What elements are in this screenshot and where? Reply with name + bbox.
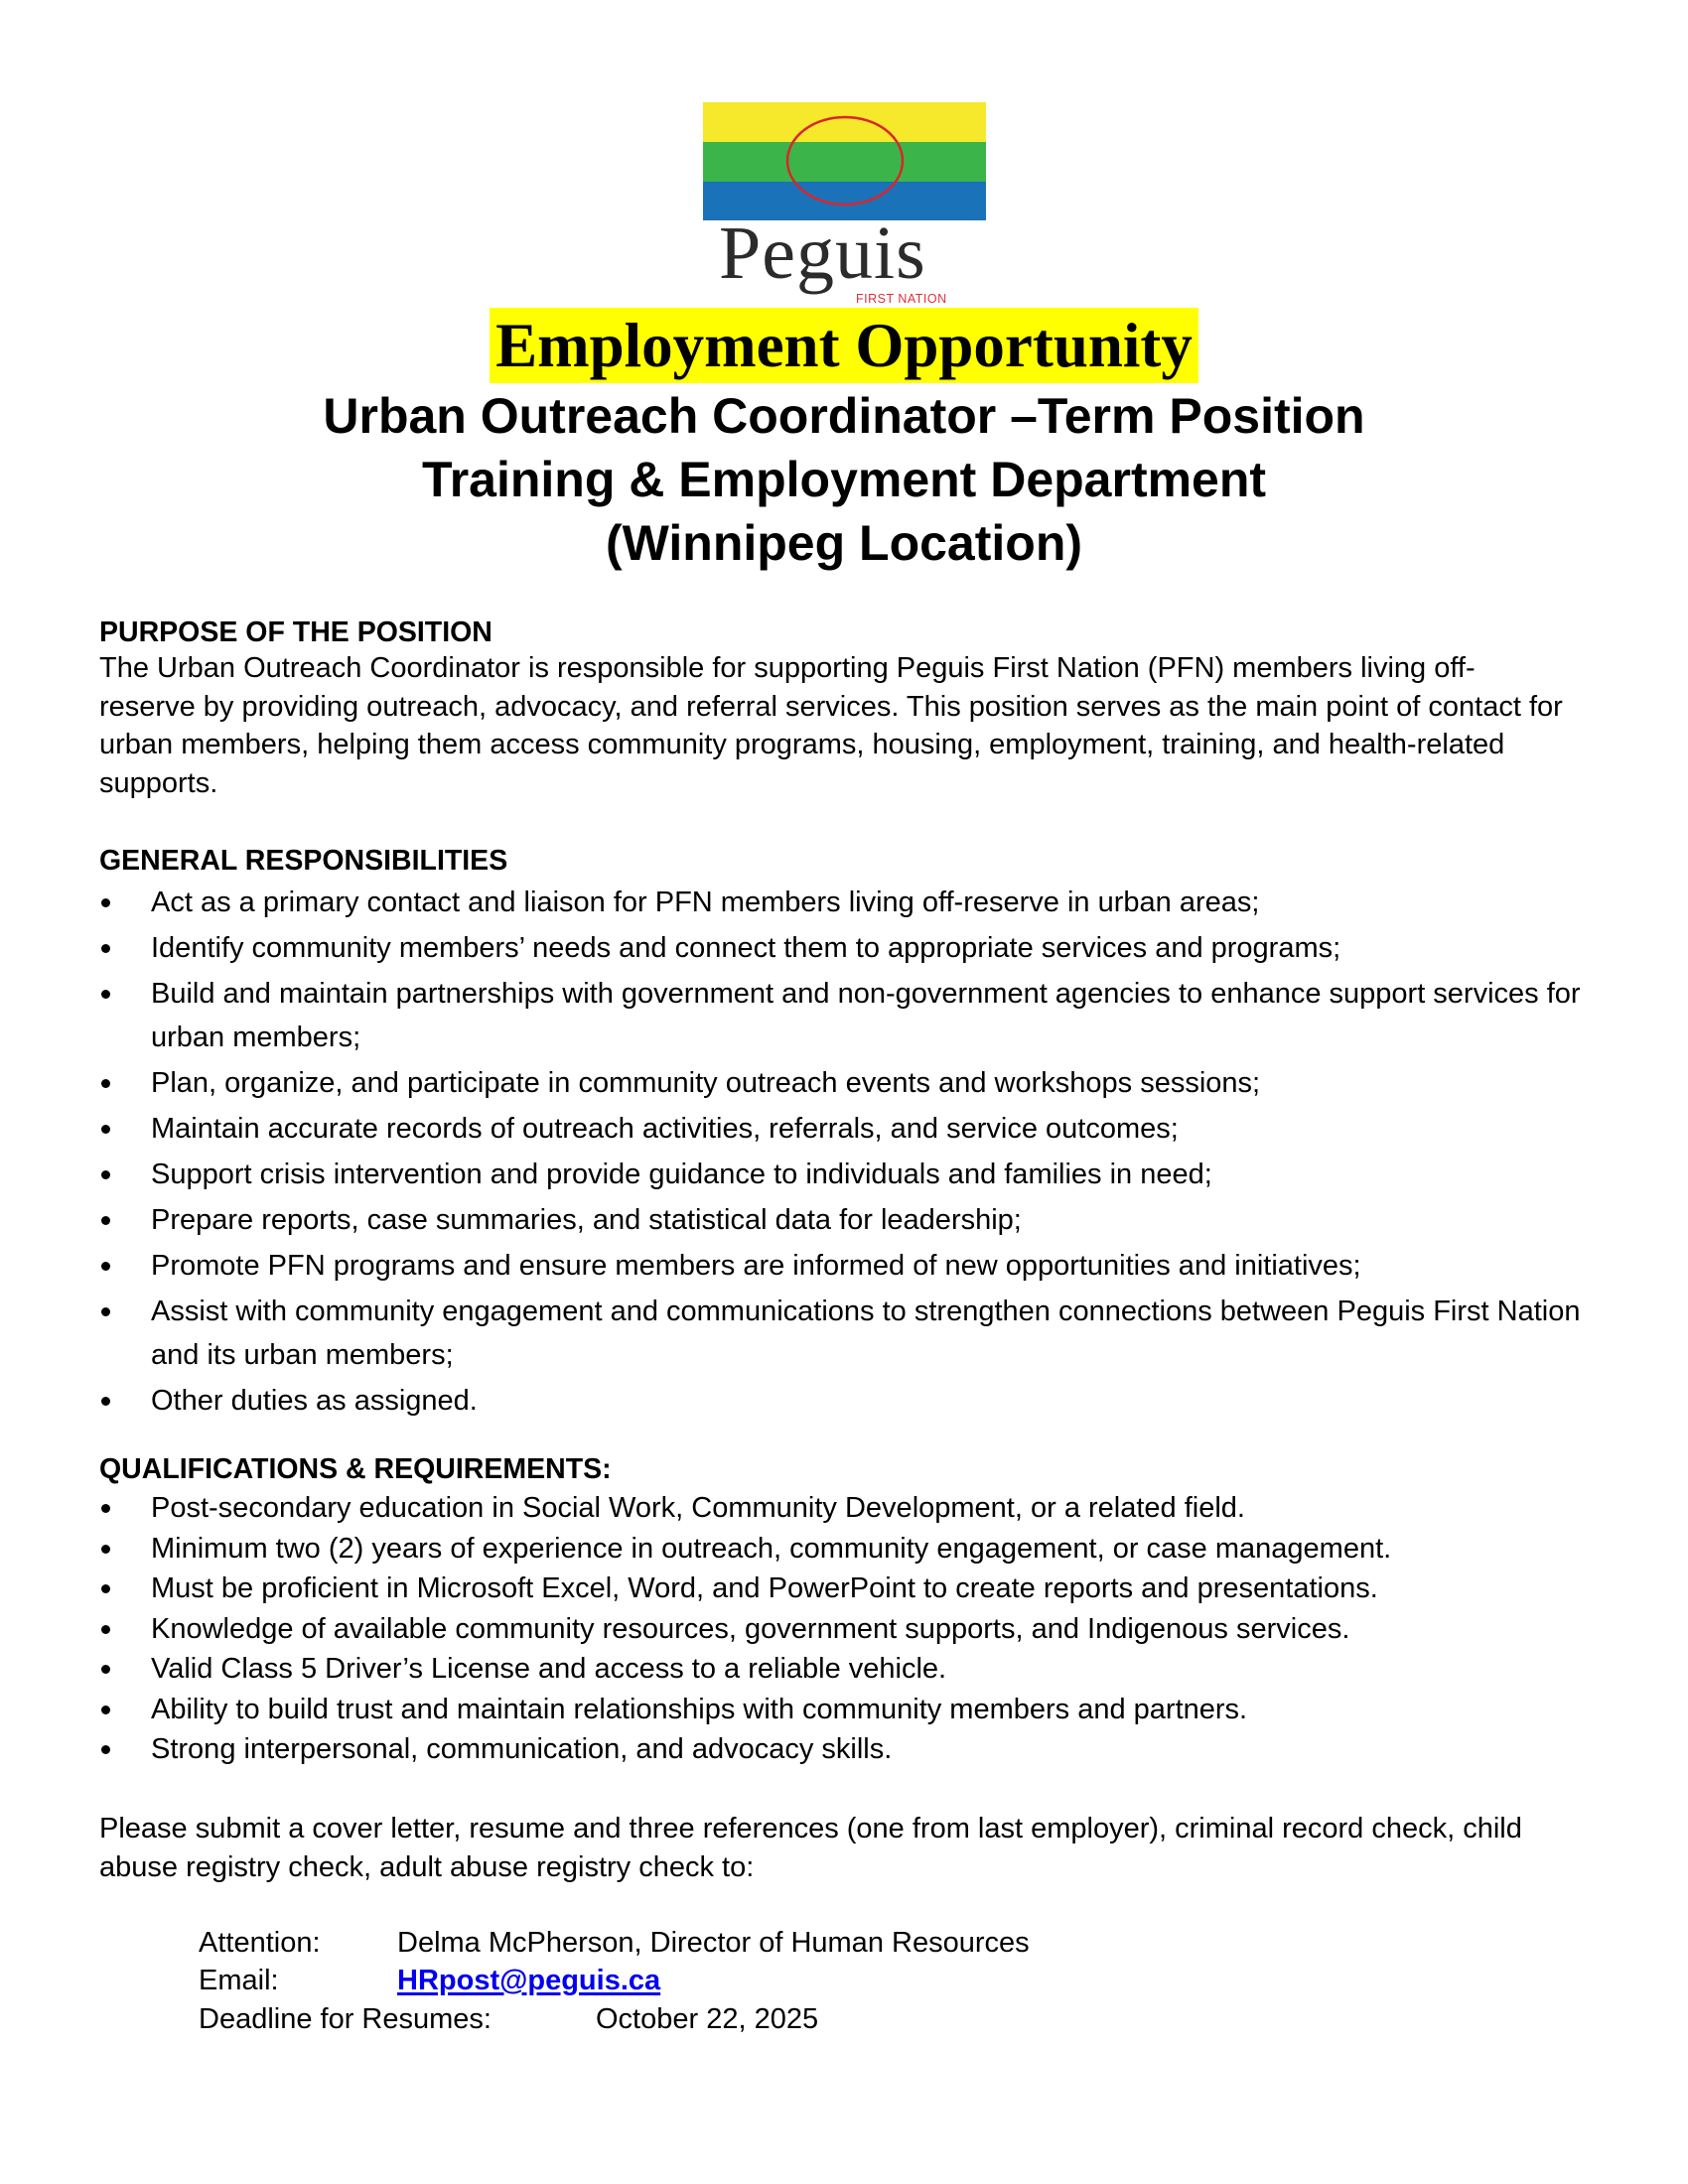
purpose-body: The Urban Outreach Coordinator is responsible for supporting Peguis First Nation (PFN) members living off-reserve by providing outreach, advocacy, and referral services. This position serves as the main point of contact for urban members, helping them access community programs, housing, employment, training, and health-related supports. — [99, 652, 1563, 799]
flag-stripe-yellow — [703, 102, 986, 142]
bullet-icon — [101, 1504, 110, 1513]
list-item — [99, 1690, 1609, 1730]
list-item — [99, 1569, 1609, 1609]
bullet-icon — [101, 944, 110, 953]
list-item-text: Promote PFN programs and ensure members are informed of new opportunities and initiatives; — [151, 1250, 1361, 1282]
list-item — [99, 1244, 1609, 1288]
deadline-row — [199, 2000, 819, 2038]
email-link[interactable]: HRpost@peguis.ca — [397, 1965, 661, 1996]
attention-label: Attention: — [199, 1927, 321, 1959]
list-item-text: Strong interpersonal, communication, and advocacy skills. — [151, 1733, 893, 1765]
list-item-text: Support crisis intervention and provide guidance to individuals and families in need; — [151, 1159, 1212, 1190]
qualifications-heading: QUALIFICATIONS & REQUIREMENTS: — [99, 1453, 612, 1485]
bullet-icon — [101, 1307, 110, 1316]
bullet-icon — [101, 1262, 110, 1271]
bullet-icon — [101, 1170, 110, 1179]
list-item — [99, 1729, 1609, 1770]
list-item-text: Identify community members’ needs and connect them to appropriate services and programs; — [151, 932, 1341, 964]
bullet-icon — [101, 990, 110, 999]
list-item-text: Ability to build trust and maintain relationships with community members and partners. — [151, 1693, 1248, 1725]
department-title: Training & Employment Department — [421, 452, 1267, 507]
email-row — [199, 1962, 661, 1999]
bullet-icon — [101, 1625, 110, 1634]
list-item — [99, 1153, 1609, 1196]
page-title: Employment Opportunity — [490, 308, 1198, 383]
bullet-icon — [101, 898, 110, 907]
position-title: Urban Outreach Coordinator –Term Position — [323, 388, 1365, 444]
list-item — [99, 1107, 1609, 1151]
location-title: (Winnipeg Location) — [605, 515, 1083, 571]
deadline-label: Deadline for Resumes: — [199, 2003, 492, 2035]
purpose-heading: PURPOSE OF THE POSITION — [99, 616, 492, 648]
deadline-value: October 22, 2025 — [596, 2003, 819, 2035]
bullet-icon — [101, 1397, 110, 1406]
bullet-icon — [101, 1706, 110, 1714]
bullet-icon — [101, 1745, 110, 1754]
bullet-icon — [101, 1584, 110, 1593]
list-item-text: Assist with community engagement and communications to strengthen connections between Peguis First Nation and its urban members; — [151, 1296, 1581, 1371]
list-item-text: Valid Class 5 Driver’s License and access to a reliable vehicle. — [151, 1653, 947, 1685]
logo-subtitle: FIRST NATION — [856, 292, 947, 306]
submission-instructions: Please submit a cover letter, resume and three references (one from last employer), criminal record check, child abuse registry check, adult abuse registry check to: — [99, 1813, 1522, 1883]
list-item-text: Act as a primary contact and liaison for PFN members living off-reserve in urban areas; — [151, 887, 1260, 918]
bullet-icon — [101, 1079, 110, 1088]
bullet-icon — [101, 1216, 110, 1225]
list-item-text: Post-secondary education in Social Work, Community Development, or a related field. — [151, 1492, 1245, 1524]
list-item-text: Minimum two (2) years of experience in outreach, community engagement, or case management. — [151, 1532, 1392, 1565]
bullet-icon — [101, 1125, 110, 1134]
responsibilities-heading: GENERAL RESPONSIBILITIES — [99, 845, 508, 877]
list-item — [99, 972, 1609, 1059]
list-item — [99, 926, 1609, 970]
email-label: Email: — [199, 1965, 279, 1996]
list-item — [99, 1061, 1609, 1105]
list-item-text: Prepare reports, case summaries, and statistical data for leadership; — [151, 1204, 1022, 1236]
list-item-text: Maintain accurate records of outreach activities, referrals, and service outcomes; — [151, 1113, 1179, 1145]
attention-value: Delma McPherson, Director of Human Resources — [397, 1927, 1030, 1959]
peguis-flag-icon — [703, 102, 986, 220]
list-item-text: Plan, organize, and participate in community outreach events and workshops sessions; — [151, 1067, 1261, 1099]
list-item — [99, 1609, 1609, 1650]
list-item — [99, 1488, 1609, 1529]
list-item — [99, 1649, 1609, 1690]
flag-stripe-green — [703, 142, 986, 182]
bullet-icon — [101, 1665, 110, 1674]
logo-wordmark: Peguis — [719, 211, 926, 295]
list-item — [99, 1529, 1609, 1570]
list-item-text: Build and maintain partnerships with government and non-government agencies to enhance support services for urban members; — [151, 978, 1581, 1053]
attention-row — [199, 1924, 1030, 1962]
list-item — [99, 1198, 1609, 1242]
list-item — [99, 1290, 1609, 1377]
list-item-text: Must be proficient in Microsoft Excel, Word, and PowerPoint to create reports and presentations. — [151, 1572, 1378, 1604]
bullet-icon — [101, 1545, 110, 1554]
list-item — [99, 1379, 1609, 1423]
peguis-logo — [703, 102, 986, 306]
list-item-text: Other duties as assigned. — [151, 1385, 478, 1417]
responsibilities-list — [99, 881, 1609, 1425]
headline-container — [0, 308, 1688, 383]
list-item-text: Knowledge of available community resources, government supports, and Indigenous services. — [151, 1612, 1350, 1645]
qualifications-list — [99, 1488, 1609, 1770]
list-item — [99, 881, 1609, 924]
